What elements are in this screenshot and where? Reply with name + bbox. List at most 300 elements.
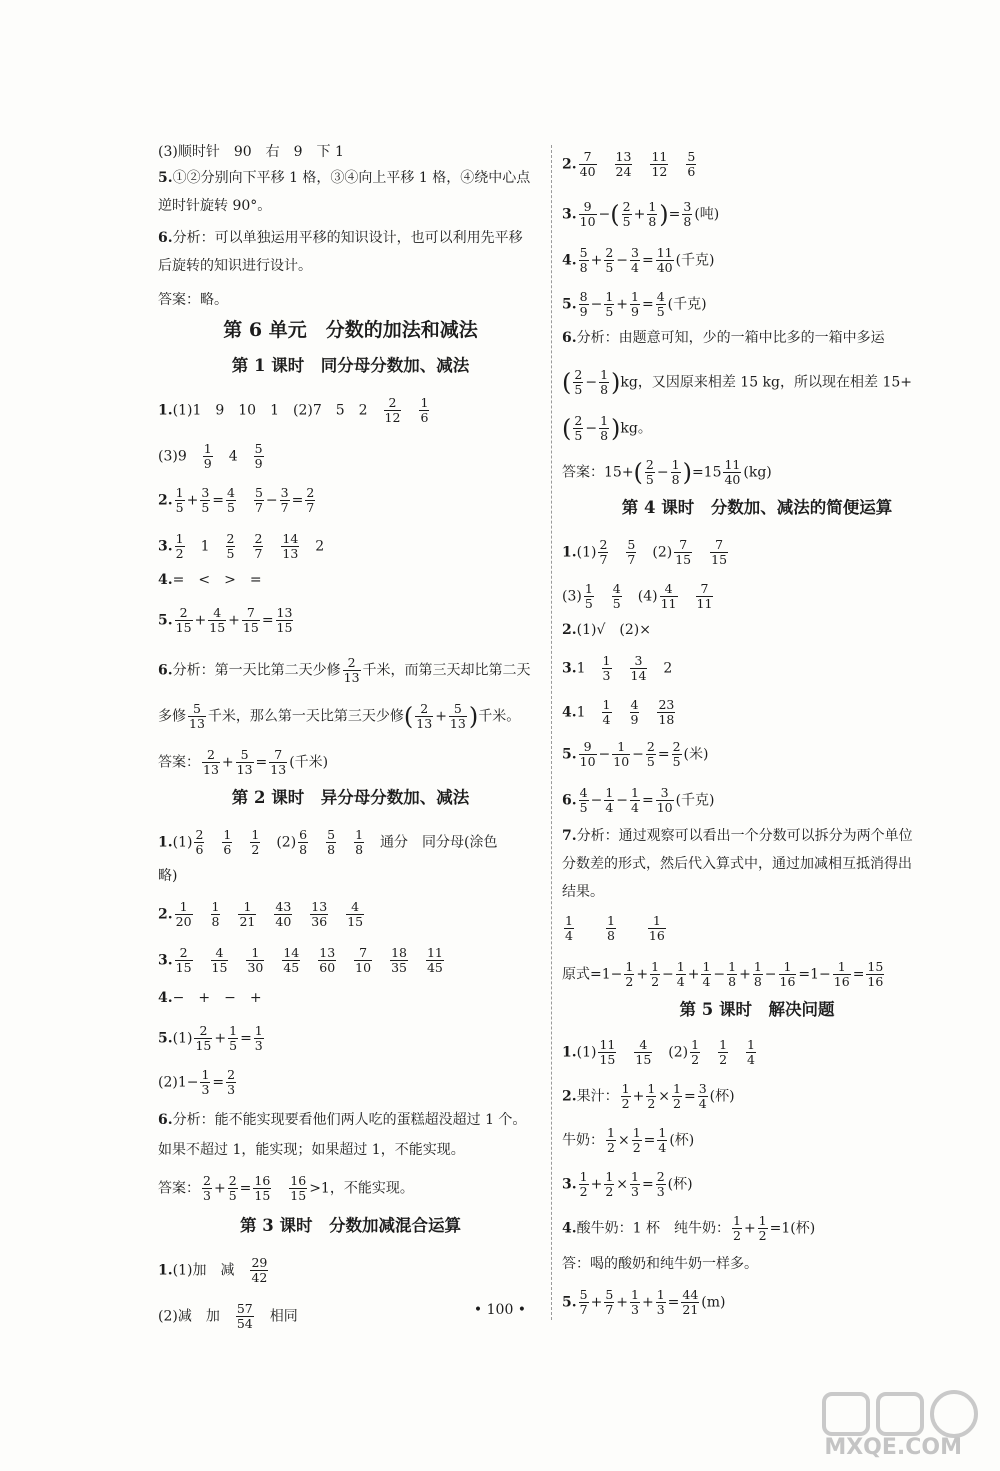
section-heading (158, 356, 543, 376)
section-heading (562, 498, 952, 518)
text-run: 后旋转的知识进行设计。 (158, 258, 312, 274)
question-number: 6. (158, 230, 173, 246)
watermark-url: MXQE.COM (824, 1435, 962, 1460)
fraction (606, 914, 616, 943)
denominator: 9 (203, 456, 212, 471)
text-run: − (616, 792, 628, 809)
fraction (676, 960, 686, 989)
text-run (403, 403, 417, 419)
fraction (758, 1214, 768, 1243)
numerator: 9 (579, 740, 597, 755)
answer-line (158, 290, 228, 310)
denominator: 2 (758, 1228, 767, 1243)
text-run: − (656, 464, 669, 481)
denominator: 2 (251, 842, 260, 857)
numerator: 2 (343, 656, 361, 671)
question-number: 2. (562, 156, 577, 173)
text-run: + (590, 1294, 603, 1311)
answer-line (158, 1174, 414, 1203)
bracket: ) (611, 414, 621, 443)
text-run: 第 2 课时 异分母分数加、减法 (231, 788, 470, 807)
numerator: 1 (631, 1169, 639, 1184)
text-run: + (186, 492, 199, 509)
numerator: 1 (203, 441, 212, 456)
numerator: 2 (175, 606, 193, 621)
fraction (211, 900, 221, 929)
fraction (390, 946, 408, 975)
fraction (634, 1038, 652, 1067)
question-number: 3. (562, 1176, 577, 1193)
denominator: 5 (227, 500, 235, 515)
fraction (632, 1126, 642, 1155)
fraction (289, 1174, 307, 1203)
text-run: (2) (654, 1044, 689, 1061)
denominator: 14 (630, 668, 647, 683)
text-run: (3)顺时针 90 右 9 下 1 (158, 144, 344, 160)
denominator: 15 (211, 960, 228, 975)
answer-line (562, 1170, 693, 1199)
fraction (621, 1082, 631, 1111)
text-run: = (261, 612, 274, 629)
text-run: − (662, 966, 674, 983)
fraction (657, 698, 675, 727)
denominator: 8 (671, 472, 680, 487)
question-number: 6. (562, 792, 577, 809)
fraction (615, 150, 633, 179)
denominator: 11 (696, 596, 713, 611)
answer-line (562, 582, 715, 611)
denominator: 8 (648, 214, 657, 229)
denominator: 9 (630, 712, 639, 727)
numerator: 2 (599, 537, 608, 552)
denominator: 11 (660, 596, 677, 611)
denominator: 5 (229, 1038, 238, 1053)
numerator: 16 (290, 1173, 307, 1188)
text-run: = (212, 1074, 225, 1091)
question-number: 4. (158, 572, 173, 588)
fraction (656, 786, 674, 815)
denominator: 8 (211, 914, 220, 929)
numerator: 3 (280, 485, 289, 500)
text-run: 如果不超过 1，能实现；如果超过 1，不能实现。 (158, 1142, 465, 1158)
numerator: 8 (579, 289, 588, 304)
numerator: 2 (605, 245, 614, 260)
numerator: 4 (208, 606, 226, 621)
text-run: − (590, 296, 603, 313)
numerator: 1 (728, 959, 737, 974)
answer-line (158, 442, 266, 471)
answer-line (158, 1024, 266, 1053)
denominator: 4 (605, 800, 614, 815)
text-run: >1，不能实现。 (309, 1180, 414, 1197)
fraction (175, 946, 193, 975)
fraction (228, 1174, 238, 1203)
numerator: 13 (276, 605, 293, 620)
numerator: 3 (201, 485, 210, 500)
fraction (253, 1174, 271, 1203)
numerator: 57 (236, 1301, 253, 1316)
text-run: + (590, 252, 603, 269)
numerator: 43 (275, 899, 292, 914)
denominator: 7 (254, 546, 263, 561)
numerator: 13 (615, 149, 632, 164)
text-run: = (643, 1132, 656, 1149)
text-run (238, 493, 252, 509)
numerator: 1 (648, 199, 657, 214)
numerator: 1 (246, 946, 264, 961)
answer-line (562, 538, 730, 567)
numerator: 2 (622, 199, 631, 214)
text-run: = (212, 492, 224, 509)
numerator: 13 (311, 899, 328, 914)
fraction (226, 1068, 236, 1097)
fraction (682, 200, 692, 229)
text-run: + (214, 1030, 227, 1047)
text-run (618, 1045, 632, 1061)
text-run (338, 953, 352, 969)
fraction (630, 786, 640, 815)
answer-line (158, 748, 328, 777)
answer-line (158, 828, 498, 857)
denominator: 2 (732, 1228, 741, 1243)
text-run: =1(杯) (769, 1220, 816, 1237)
answer-line (158, 656, 531, 685)
numerator: 1 (606, 913, 615, 928)
text-run: 第 1 课时 同分母分数加、减法 (231, 356, 470, 375)
fraction (626, 538, 636, 567)
answer-line (158, 168, 530, 188)
text-run (634, 157, 648, 173)
text-run: − (616, 252, 628, 269)
fraction (657, 1126, 667, 1155)
denominator: 2 (673, 1096, 681, 1111)
text-run: (2) (638, 544, 673, 561)
numerator: 3 (630, 654, 648, 669)
fraction (660, 582, 678, 611)
question-number: 2. (562, 1088, 577, 1105)
text-run: 分数差的形式，然后代入算式中，通过加减相互抵消得出 (562, 856, 912, 872)
denominator: 15 (276, 620, 293, 635)
answer-line (562, 882, 604, 902)
answer-line (562, 414, 652, 443)
denominator: 36 (311, 914, 328, 929)
numerator: 3 (656, 786, 674, 801)
fraction (573, 414, 583, 443)
text-run (410, 953, 424, 969)
numerator: 5 (254, 485, 263, 500)
fraction (648, 914, 666, 943)
denominator: 5 (175, 500, 184, 515)
fraction (656, 1170, 666, 1199)
numerator: 2 (306, 485, 315, 500)
fraction (779, 960, 797, 989)
numerator: 5 (236, 748, 254, 763)
text-run: 分析：第一天比第二天少修 (172, 662, 341, 679)
numerator: 13 (319, 945, 336, 960)
question-number: 6. (562, 330, 577, 346)
denominator: 13 (282, 546, 299, 561)
numerator: 3 (683, 199, 692, 214)
text-run: (1)1 9 10 1 (2)7 5 2 (172, 402, 382, 419)
fraction (226, 486, 236, 515)
fraction (236, 748, 254, 777)
denominator: 10 (579, 754, 596, 769)
denominator: 45 (426, 960, 443, 975)
denominator: 13 (449, 716, 466, 731)
text-run: 结果。 (562, 884, 604, 900)
numerator: 18 (391, 945, 407, 960)
numerator: 1 (779, 960, 797, 975)
text-run: 第 6 单元 分数的加法和减法 (223, 319, 478, 341)
denominator: 8 (299, 842, 308, 857)
denominator: 8 (728, 974, 737, 989)
text-run: 千米。 (478, 708, 521, 725)
denominator: 4 (676, 974, 685, 989)
fraction (630, 1170, 640, 1199)
fraction (250, 828, 260, 857)
fraction (276, 606, 294, 635)
numerator: 1 (702, 959, 711, 974)
answer-line (158, 946, 446, 975)
text-run: = (852, 966, 865, 983)
text-run (302, 953, 316, 969)
numerator: 2 (202, 748, 220, 763)
text-run: (1) (172, 1030, 193, 1047)
text-run: 原式=1− (562, 966, 623, 983)
denominator: 40 (579, 164, 596, 179)
text-run: = < > = (172, 572, 262, 588)
fraction (622, 200, 632, 229)
denominator: 20 (175, 914, 192, 929)
fraction (228, 1024, 238, 1053)
fraction (710, 538, 728, 567)
fraction (274, 900, 292, 929)
numerator: 2 (646, 739, 655, 754)
fraction (630, 654, 648, 683)
denominator: 15 (175, 620, 192, 635)
bracket: ( (633, 458, 643, 487)
denominator: 16 (867, 974, 884, 989)
text-run (694, 545, 708, 561)
denominator: 9 (254, 456, 263, 471)
text-run (680, 589, 694, 605)
denominator: 3 (656, 1302, 665, 1317)
numerator: 1 (631, 785, 639, 800)
numerator: 2 (656, 1169, 665, 1184)
bracket: ) (468, 702, 479, 731)
answer-line (158, 1140, 465, 1160)
denominator: 40 (275, 914, 292, 929)
text-run (265, 539, 279, 555)
question-number: 1. (158, 402, 173, 419)
denominator: 4 (602, 712, 611, 727)
numerator: 1 (607, 1125, 615, 1140)
denominator: 12 (384, 410, 401, 425)
answer-line (158, 988, 262, 1008)
answer-line (158, 228, 523, 248)
numerator: 1 (238, 900, 256, 915)
text-run: 答：喝的酸奶和纯牛奶一样多。 (562, 1256, 758, 1272)
answer-line (158, 1068, 238, 1097)
fraction (188, 702, 206, 731)
numerator: 14 (283, 945, 300, 960)
text-run: =15 (691, 464, 722, 481)
text-run: (米) (683, 746, 709, 763)
answer-line (158, 142, 344, 162)
fraction (671, 458, 681, 487)
numerator: 11 (599, 1037, 616, 1052)
denominator: 2 (579, 1184, 588, 1199)
denominator: 7 (306, 500, 315, 515)
numerator: 1 (201, 1067, 210, 1082)
numerator: 5 (687, 149, 696, 164)
text-run: + (641, 1294, 654, 1311)
fraction (604, 290, 614, 319)
text-run: (千克) (667, 296, 707, 313)
text-run: − + − + (172, 990, 262, 1006)
denominator: 2 (607, 1140, 615, 1155)
numerator: 1 (631, 289, 639, 304)
fraction (598, 1038, 616, 1067)
text-run: − (764, 966, 777, 983)
numerator: 1 (175, 485, 184, 500)
text-run: = (641, 792, 654, 809)
text-run: − (598, 206, 611, 223)
numerator: 11 (651, 149, 668, 164)
fraction (650, 150, 668, 179)
text-run: 第 3 课时 分数加减混合运算 (240, 1216, 461, 1235)
denominator: 4 (698, 1096, 707, 1111)
text-run: (1) (576, 1044, 597, 1061)
answer-line (562, 1214, 815, 1243)
fraction (415, 702, 433, 731)
bracket: ) (611, 368, 621, 397)
denominator: 15 (254, 1188, 271, 1203)
denominator: 4 (658, 1140, 667, 1155)
numerator: 2 (226, 531, 235, 546)
numerator: 1 (175, 900, 193, 915)
text-run: 牛奶： (562, 1132, 604, 1149)
numerator: 44 (682, 1287, 699, 1302)
answer-line (562, 698, 677, 727)
denominator: 5 (605, 260, 614, 275)
fraction (318, 946, 336, 975)
denominator: 8 (327, 842, 336, 857)
numerator: 1 (691, 1037, 700, 1052)
fraction (208, 606, 226, 635)
fraction (298, 828, 308, 857)
answer-line (562, 246, 715, 275)
numerator: 7 (242, 606, 260, 621)
text-run: 4 (214, 448, 252, 465)
fraction (602, 698, 612, 727)
text-run (338, 835, 352, 851)
denominator: 2 (691, 1052, 700, 1067)
text-run: (千克) (675, 792, 715, 809)
fraction (354, 828, 364, 857)
bracket: ( (562, 414, 572, 443)
question-number: 5. (562, 746, 577, 763)
numerator: 5 (254, 441, 263, 456)
fraction (579, 246, 589, 275)
numerator: 4 (612, 581, 621, 596)
answer-line (158, 606, 295, 635)
denominator: 4 (565, 928, 573, 943)
numerator: 5 (579, 1287, 588, 1302)
bracket: ( (562, 368, 572, 397)
text-run: 相同 (255, 1308, 298, 1325)
answer-line (562, 654, 672, 683)
fraction (354, 946, 372, 975)
numerator: 2 (574, 367, 583, 382)
numerator: 1 (254, 1023, 263, 1038)
numerator: 2 (574, 413, 583, 428)
question-number: 5. (158, 1030, 173, 1047)
denominator: 2 (647, 1096, 656, 1111)
fraction (222, 828, 232, 857)
numerator: 4 (660, 582, 678, 597)
denominator: 5 (579, 800, 588, 815)
text-run: 答案：15+ (562, 464, 634, 481)
text-run (222, 907, 236, 923)
denominator: 13 (343, 670, 360, 685)
text-run: − (632, 746, 644, 763)
fraction (701, 960, 711, 989)
fraction (253, 532, 263, 561)
numerator: 1 (579, 1169, 588, 1184)
text-run: + (633, 206, 646, 223)
denominator: 3 (602, 668, 611, 683)
denominator: 8 (606, 928, 615, 943)
text-run: − (590, 792, 603, 809)
text-run: = (683, 1088, 696, 1105)
text-run (614, 661, 628, 677)
numerator: 7 (674, 538, 692, 553)
fraction (175, 606, 193, 635)
fraction (696, 582, 714, 611)
denominator: 15 (635, 1052, 652, 1067)
text-run: + (590, 1176, 603, 1193)
numerator: 1 (251, 827, 260, 842)
question-number: 3. (562, 660, 577, 677)
denominator: 16 (648, 928, 665, 943)
denominator: 21 (682, 1302, 699, 1317)
text-run: 逆时针旋转 90°。 (158, 198, 272, 214)
denominator: 2 (621, 1096, 630, 1111)
fraction (346, 900, 364, 929)
numerator: 4 (211, 946, 229, 961)
fraction (732, 1214, 742, 1243)
fraction (211, 946, 229, 975)
denominator: 40 (724, 472, 741, 487)
fraction (226, 532, 236, 561)
fraction (254, 486, 264, 515)
numerator: 15 (867, 959, 884, 974)
column-divider (551, 145, 552, 1320)
fraction (604, 246, 614, 275)
text-run: (2) (262, 834, 297, 851)
denominator: 16 (833, 974, 850, 989)
question-number: 2. (562, 622, 577, 638)
numerator: 4 (346, 900, 364, 915)
denominator: 3 (254, 1038, 263, 1053)
answer-line (158, 866, 177, 886)
fraction (242, 606, 260, 635)
numerator: 14 (282, 531, 299, 546)
denominator: 15 (290, 1188, 307, 1203)
text-run: + (636, 966, 649, 983)
fraction (612, 740, 630, 769)
